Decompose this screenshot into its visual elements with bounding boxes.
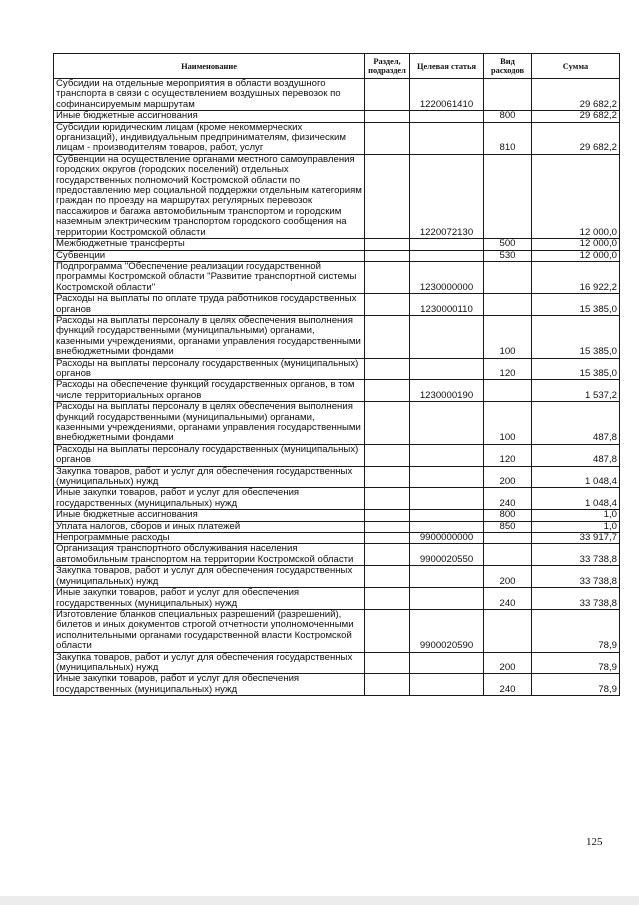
cell-name: Иные закупки товаров, работ и услуг для обеспечения государственных (муниципальных) нужд [54,674,365,696]
cell-target [410,122,484,154]
table-row [54,358,620,380]
table-row [54,544,620,566]
cell-section [365,466,410,488]
cell-name: Изготовление бланков специальных разрешений (разрешений), билетов и иных документов строгой отчетности уполномоченными исполнительными органами государственной власти Костромской области [54,609,365,652]
cell-amount: 29 682,2 [532,111,620,122]
cell-name: Расходы на выплаты по оплате труда работников государственных органов [54,294,365,316]
cell-amount: 78,9 [532,609,620,652]
cell-name: Иные закупки товаров, работ и услуг для обеспечения государственных (муниципальных) нужд [54,488,365,510]
cell-name: Субвенции [54,250,365,261]
cell-name: Организация транспортного обслуживания населения автомобильным транспортом на территории Костромской области [54,544,365,566]
header-target: Целевая статья [410,54,484,79]
cell-section [365,652,410,674]
cell-amount: 33 738,8 [532,588,620,610]
cell-amount: 33 917,7 [532,533,620,544]
cell-amount: 29 682,2 [532,79,620,111]
cell-target: 1230000110 [410,294,484,316]
cell-target [410,588,484,610]
cell-amount: 15 385,0 [532,315,620,358]
cell-section [365,609,410,652]
cell-amount: 1,0 [532,510,620,521]
cell-name: Расходы на выплаты персоналу государственных (муниципальных) органов [54,444,365,466]
cell-name: Субвенции на осуществление органами местного самоуправления городских округов (городских поселений) отдельных государственных полномочий Костромской области по предоставлению мер социальной поддержки отдельным категориям граждан по проезду на маршрутах регулярных перевозок пассажиров и багажа автомобильным транспортом и городским наземным электрическим транспортом городского сообщения на территории Костромской области [54,154,365,238]
cell-section [365,79,410,111]
header-name: Наименование [54,54,365,79]
cell-kind [484,544,532,566]
cell-target: 1230000190 [410,380,484,402]
table-row [54,533,620,544]
cell-name: Иные закупки товаров, работ и услуг для обеспечения государственных (муниципальных) нужд [54,588,365,610]
cell-amount: 12 000,0 [532,239,620,250]
cell-target: 9900020590 [410,609,484,652]
header-amount: Сумма [532,54,620,79]
cell-amount: 487,8 [532,402,620,445]
cell-target [410,250,484,261]
cell-kind: 800 [484,510,532,521]
cell-kind [484,533,532,544]
cell-kind: 200 [484,652,532,674]
table-row [54,566,620,588]
cell-kind: 200 [484,566,532,588]
cell-name: Межбюджетные трансферты [54,239,365,250]
cell-kind: 810 [484,122,532,154]
table-row [54,588,620,610]
cell-kind [484,609,532,652]
cell-section [365,380,410,402]
cell-amount: 78,9 [532,652,620,674]
cell-kind: 500 [484,239,532,250]
table-header-row [54,54,620,79]
cell-target: 1220072130 [410,154,484,238]
cell-kind: 120 [484,444,532,466]
cell-name: Расходы на обеспечение функций государственных органов, в том числе территориальных органов [54,380,365,402]
cell-section [365,154,410,238]
cell-target [410,466,484,488]
cell-target [410,239,484,250]
cell-target: 9900000000 [410,533,484,544]
cell-name: Закупка товаров, работ и услуг для обеспечения государственных (муниципальных) нужд [54,566,365,588]
table-row [54,466,620,488]
cell-name: Субсидии на отдельные мероприятия в области воздушного транспорта в связи с осуществлением воздушных перевозок по софинансируемым маршрутам [54,79,365,111]
cell-section [365,444,410,466]
header-section: Раздел, подраздел [365,54,410,79]
cell-amount: 15 385,0 [532,358,620,380]
cell-name: Закупка товаров, работ и услуг для обеспечения государственных (муниципальных) нужд [54,466,365,488]
cell-amount: 78,9 [532,674,620,696]
cell-section [365,533,410,544]
cell-kind [484,380,532,402]
cell-amount: 1 048,4 [532,488,620,510]
cell-section [365,294,410,316]
cell-section [365,510,410,521]
table-row [54,79,620,111]
cell-kind: 240 [484,588,532,610]
cell-name: Расходы на выплаты персоналу государственных (муниципальных) органов [54,358,365,380]
cell-target [410,488,484,510]
cell-section [365,239,410,250]
cell-amount: 12 000,0 [532,250,620,261]
cell-target [410,402,484,445]
cell-name: Подпрограмма "Обеспечение реализации государственной программы Костромской области "Развитие транспортной системы Костромской области" [54,261,365,293]
cell-amount: 1,0 [532,521,620,532]
header-kind: Вид расходов [484,54,532,79]
cell-target [410,358,484,380]
cell-kind: 100 [484,402,532,445]
cell-section [365,122,410,154]
cell-section [365,315,410,358]
cell-section [365,566,410,588]
cell-target [410,652,484,674]
cell-kind: 240 [484,674,532,696]
cell-kind: 850 [484,521,532,532]
table-row [54,250,620,261]
cell-kind: 530 [484,250,532,261]
cell-name: Расходы на выплаты персоналу в целях обеспечения выполнения функций государственными (муниципальными) органами, казенными учреждениями, органами управления государственными внебюджетными фондами [54,315,365,358]
cell-amount: 12 000,0 [532,154,620,238]
cell-section [365,402,410,445]
cell-section [365,588,410,610]
cell-amount: 29 682,2 [532,122,620,154]
table-row [54,111,620,122]
table-row [54,521,620,532]
cell-target [410,510,484,521]
cell-name: Уплата налогов, сборов и иных платежей [54,521,365,532]
cell-target [410,566,484,588]
budget-table [53,53,620,696]
cell-amount: 1 537,2 [532,380,620,402]
cell-section [365,488,410,510]
cell-name: Непрограммные расходы [54,533,365,544]
cell-target: 1230000000 [410,261,484,293]
cell-section [365,544,410,566]
cell-section [365,250,410,261]
cell-name: Закупка товаров, работ и услуг для обеспечения государственных (муниципальных) нужд [54,652,365,674]
cell-target [410,521,484,532]
cell-target [410,111,484,122]
cell-amount: 33 738,8 [532,544,620,566]
table-row [54,444,620,466]
cell-kind [484,79,532,111]
cell-amount: 15 385,0 [532,294,620,316]
cell-kind: 800 [484,111,532,122]
cell-section [365,521,410,532]
cell-section [365,358,410,380]
table-row [54,652,620,674]
cell-kind: 100 [484,315,532,358]
table-row [54,154,620,238]
cell-target [410,674,484,696]
cell-amount: 1 048,4 [532,466,620,488]
cell-amount: 16 922,2 [532,261,620,293]
cell-amount: 487,8 [532,444,620,466]
table-row [54,261,620,293]
cell-target [410,444,484,466]
cell-target: 1220061410 [410,79,484,111]
cell-section [365,674,410,696]
cell-name: Субсидии юридическим лицам (кроме некоммерческих организаций), индивидуальным предпринимателям, физическим лицам - производителям товаров, работ, услуг [54,122,365,154]
cell-kind [484,261,532,293]
cell-amount: 33 738,8 [532,566,620,588]
table-row [54,122,620,154]
cell-name: Иные бюджетные ассигнования [54,510,365,521]
table-row [54,488,620,510]
cell-name: Иные бюджетные ассигнования [54,111,365,122]
cell-kind [484,294,532,316]
cell-target [410,315,484,358]
table-row [54,380,620,402]
table-row [54,402,620,445]
table-row [54,294,620,316]
cell-section [365,111,410,122]
table-row [54,609,620,652]
cell-name: Расходы на выплаты персоналу в целях обеспечения выполнения функций государственными (муниципальными) органами, казенными учреждениями, органами управления государственными внебюджетными фондами [54,402,365,445]
cell-kind: 200 [484,466,532,488]
table-row [54,674,620,696]
cell-kind: 120 [484,358,532,380]
cell-target: 9900020550 [410,544,484,566]
table-row [54,239,620,250]
table-row [54,315,620,358]
table-row [54,510,620,521]
cell-kind: 240 [484,488,532,510]
scan-edge [0,896,639,905]
cell-section [365,261,410,293]
page-number: 125 [586,836,603,848]
cell-kind [484,154,532,238]
